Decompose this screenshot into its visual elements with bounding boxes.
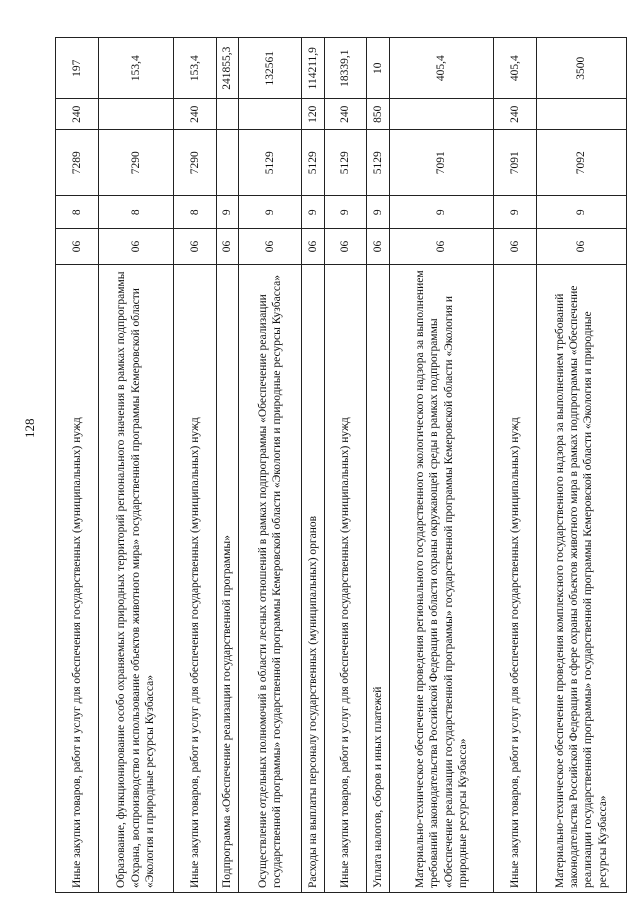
row-name-cell: Образование, функционирование особо охраняемых природных территорий регионального значения в рамках подпрограммы «Охрана, воспроизводство и использование объектов животного мира» государственной программы Кемеровской области «Экология и природные ресурсы Кузбасса» (98, 264, 173, 892)
amount-cell: 405,4 (389, 38, 494, 99)
amount-cell: 241855,3 (216, 38, 238, 99)
target-article-cell (216, 130, 238, 196)
row-name-cell: Материально-техническое обеспечение проведения регионального государственного экологического надзора за выполнением требований законодательства Российской Федерации в области охраны окружающей среды в рамках подпрограммы «Обеспечение реализации государственной программы» государственной программы Кемеровской области «Экология и природные ресурсы Кузбасса» (389, 264, 494, 892)
expense-type-cell: 850 (367, 99, 389, 130)
budget-table (55, 37, 627, 893)
section-cell: 06 (239, 229, 302, 264)
table-row (302, 38, 324, 893)
table-row (324, 38, 367, 893)
section-cell: 06 (536, 229, 626, 264)
row-name-cell: Расходы на выплаты персоналу государственных (муниципальных) органов (302, 264, 324, 892)
amount-cell: 153,4 (98, 38, 173, 99)
section-cell: 06 (56, 229, 99, 264)
table-row (367, 38, 389, 893)
row-name-cell: Иные закупки товаров, работ и услуг для обеспечения государственных (муниципальных) нужд (494, 264, 537, 892)
target-article-cell: 7290 (98, 130, 173, 196)
expense-type-cell (98, 99, 173, 130)
expense-type-cell (536, 99, 626, 130)
target-article-cell: 7290 (174, 130, 217, 196)
section-cell: 06 (174, 229, 217, 264)
table-row (216, 38, 238, 893)
expense-type-cell: 240 (174, 99, 217, 130)
section-cell: 06 (494, 229, 537, 264)
table-row (98, 38, 173, 893)
amount-cell: 153,4 (174, 38, 217, 99)
page-number: 128 (22, 418, 37, 438)
table-row (56, 38, 99, 893)
amount-cell: 132561 (239, 38, 302, 99)
table-row (239, 38, 302, 893)
row-name-cell: Материально-техническое обеспечение проведения комплексного государственного надзора за выполнением требований законодательства Российской Федерации в сфере охраны объектов животного мира в рамках подпрограммы «Обеспечение реализации государственной программы» государственной программы Кемеровской области «Экология и природные ресурсы Кузбасса» (536, 264, 626, 892)
expense-type-cell: 120 (302, 99, 324, 130)
amount-cell: 197 (56, 38, 99, 99)
subsection-cell: 9 (494, 196, 537, 229)
rotated-budget-table-sheet (55, 37, 627, 893)
subsection-cell: 8 (98, 196, 173, 229)
row-name-cell: Иные закупки товаров, работ и услуг для обеспечения государственных (муниципальных) нужд (174, 264, 217, 892)
subsection-cell: 9 (216, 196, 238, 229)
expense-type-cell: 240 (494, 99, 537, 130)
expense-type-cell: 240 (324, 99, 367, 130)
expense-type-cell: 240 (56, 99, 99, 130)
section-cell: 06 (389, 229, 494, 264)
subsection-cell: 9 (324, 196, 367, 229)
target-article-cell: 5129 (239, 130, 302, 196)
subsection-cell: 9 (367, 196, 389, 229)
row-name-cell: Иные закупки товаров, работ и услуг для обеспечения государственных (муниципальных) нужд (56, 264, 99, 892)
target-article-cell: 5129 (302, 130, 324, 196)
target-article-cell: 7091 (494, 130, 537, 196)
expense-type-cell (216, 99, 238, 130)
expense-type-cell (389, 99, 494, 130)
target-article-cell: 5129 (367, 130, 389, 196)
subsection-cell: 9 (389, 196, 494, 229)
amount-cell: 114211,9 (302, 38, 324, 99)
target-article-cell: 5129 (324, 130, 367, 196)
budget-table-body (56, 38, 627, 893)
target-article-cell: 7289 (56, 130, 99, 196)
amount-cell: 405,4 (494, 38, 537, 99)
amount-cell: 10 (367, 38, 389, 99)
row-name-cell: Иные закупки товаров, работ и услуг для обеспечения государственных (муниципальных) нужд (324, 264, 367, 892)
subsection-cell: 9 (536, 196, 626, 229)
subsection-cell: 9 (239, 196, 302, 229)
table-row (536, 38, 626, 893)
subsection-cell: 8 (174, 196, 217, 229)
table-row (494, 38, 537, 893)
amount-cell: 18339,1 (324, 38, 367, 99)
target-article-cell: 7091 (389, 130, 494, 196)
section-cell: 06 (216, 229, 238, 264)
row-name-cell: Подпрограмма «Обеспечение реализации государственной программы» (216, 264, 238, 892)
section-cell: 06 (324, 229, 367, 264)
section-cell: 06 (98, 229, 173, 264)
row-name-cell: Осуществление отдельных полномочий в области лесных отношений в рамках подпрограммы «Обеспечение реализации государственной программы» государственной программы Кемеровской области «Экология и природные ресурсы Кузбасса» (239, 264, 302, 892)
subsection-cell: 8 (56, 196, 99, 229)
expense-type-cell (239, 99, 302, 130)
table-row (389, 38, 494, 893)
row-name-cell: Уплата налогов, сборов и иных платежей (367, 264, 389, 892)
section-cell: 06 (367, 229, 389, 264)
target-article-cell: 7092 (536, 130, 626, 196)
table-row (174, 38, 217, 893)
amount-cell: 3500 (536, 38, 626, 99)
subsection-cell: 9 (302, 196, 324, 229)
section-cell: 06 (302, 229, 324, 264)
